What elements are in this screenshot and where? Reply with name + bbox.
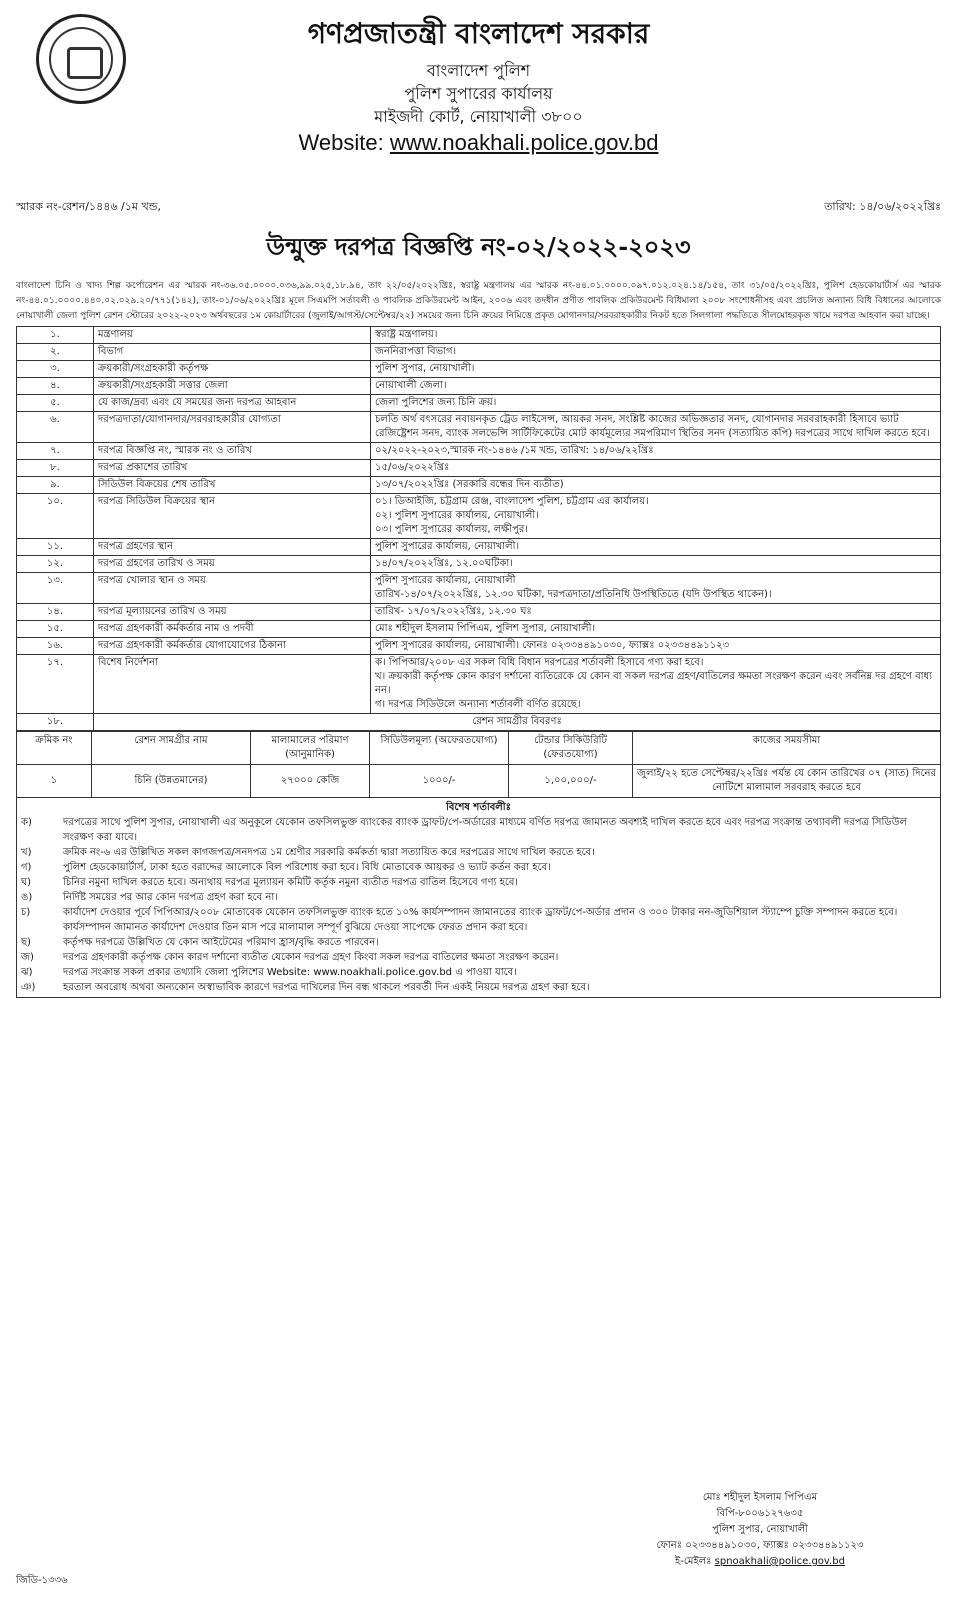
memo-number: স্মারক নং-রেশন/১৪৪৬ /১ম খন্ড,: [16, 200, 161, 213]
spec-value-line: ০১। ডিআইজি, চট্টগ্রাম রেঞ্জ, বাংলাদেশ পুলিশ, চট্টগ্রাম এর কার্যালয়।: [375, 496, 649, 507]
spec-value-line: মোঃ শহীদুল ইসলাম পিপিএম, পুলিশ সুপার, নোয়াখালী।: [375, 623, 596, 634]
dept-line: বাংলাদেশ পুলিশ: [426, 61, 531, 80]
condition-item: [21, 905, 936, 935]
intro-paragraph: বাংলাদেশ চিনি ও খাদ্য শিল্প কর্পোরেশন এর স্মারক নং-৩৬.০৫.০০০০.০৩৬,৯৯.০২৫,১৮.৯৪, তাং ২২/০৫/২০২২খ্রিঃ, স্বরাষ্ট্র মন্ত্রণালয় এর স্মারক নং-৪৪.০১.০০০০.০৯৭.০১২.০২৪.১৪/১৫৪, তাং ৩১/০৫/২০২২খ্রিঃ, পুলিশ হেডকোয়ার্টার্স এর স্মারক নং-৪৪.০১.০০০০.৪৪০.০২.০২৯.২০/৭৭১(১৪২), তাং-০১/০৬/২০২২খ্রিঃ মূলে সিএমপি সর্তাবলী ও পাবলিক প্রকিউরমেন্ট আইন, ২০০৬ এবং তদধীন প্রণীত পাবলিক প্রকিউরমেন্ট বিধিমালা ২০০৮ সংশোধনীসহ এবং প্রচলিত অন্যান্য বিধি বিধানের আলোকে নোয়াখালী জেলা পুলিশ রেশন স্টোরের ২০২২-২০২৩ অর্থবছরের ১ম কোয়ার্টারের (জুলাই/আগস্ট/সেপ্টেম্বর/২২) সময়ের জন্য চিনি ক্রয়ের নিমিত্তে প্রকৃত মোগানদার/সরবরাহকারীর নিকট হতে সিলগালা পদ্ধতিতে সীলমোহরকৃত খামে দরপত্র আহবান করা যাচ্ছে।: [16, 281, 941, 321]
spec-serial: ৬.: [17, 412, 94, 443]
spec-value: [371, 361, 941, 378]
spec-value: [371, 494, 941, 539]
spec-field: দরপত্র গ্রহণের তারিখ ও সময়: [94, 556, 371, 573]
condition-item: [21, 815, 936, 845]
govt-title: গণপ্রজাতন্ত্রী বাংলাদেশ সরকার: [307, 17, 650, 50]
item-schedule-price: ১০০০/-: [370, 765, 509, 798]
spec-field: বিশেষ নির্দেশনা: [94, 655, 371, 714]
spec-value: [371, 621, 941, 638]
spec-value-line: পুলিশ সুপার, নোয়াখালী।: [375, 363, 475, 374]
spec-row: [17, 412, 941, 443]
signer-email-line: [610, 1554, 910, 1570]
signature-block: [610, 1490, 910, 1570]
spec-value-line: চলতি অর্থ বৎসরের নবায়নকৃত ট্রেড লাইসেন্স, আয়কর সনদ, সংশ্লিষ্ট কাজের অভিজ্ঞতার সনদ, যোগানদার সরবরাহকারী হিসাবে ভ্যাট রেজিষ্ট্রেশন সনদ, ব্যাংক সলভেন্সি সার্টিফিকেটের মোট কার্যমূল্যের সমপরিমাণ স্থিতির সনদ (সত্যায়িত কপি) দরপত্রের সাথে দাখিল করতে হবে।: [375, 414, 930, 439]
spec-value-line: ১৫/০৬/২০২২খ্রিঃ: [375, 462, 450, 473]
spec-serial: ৫.: [17, 395, 94, 412]
spec-value: [371, 327, 941, 344]
item-serial: ১: [17, 765, 92, 798]
spec-value-line: নোয়াখালী জেলা।: [375, 380, 447, 391]
spec-row: [17, 344, 941, 361]
condition-marker: চ): [21, 907, 31, 918]
signer-phone: ফোনঃ ০২৩৩৪৪৯১০৩০, ফ্যাক্সঃ ০২৩৩৪৪৯১১২৩: [656, 1540, 864, 1551]
spec-row: [17, 556, 941, 573]
col-security: টেন্ডার সিকিউরিটি (ফেরতযোগ্য): [509, 732, 633, 765]
spec-field: দরপত্র মূল্যায়নের তারিখ ও সময়: [94, 604, 371, 621]
spec-row-18: [17, 714, 941, 731]
spec-value-line: তারিখ- ১৭/০৭/২০২২খ্রিঃ, ১২.৩০ ঘঃ: [375, 606, 532, 617]
condition-marker: ছ): [21, 937, 31, 948]
spec-row: [17, 443, 941, 460]
spec-field: দরপত্র সিডিউল বিক্রয়ের স্থান: [94, 494, 371, 539]
spec-value: [371, 573, 941, 604]
condition-text: ক্রমিক নং-৬ এর উল্লিখিত সকল কাগজপত্র/সনদপত্র ১ম শ্রেণীর সরকারি কর্মকর্তা দ্বারা সত্যায়িত করে দরপত্রের সাথে দাখিল করতে হবে।: [63, 847, 595, 858]
spec-value-line: ১৩/০৭/২০২২খ্রিঃ (সরকারি বন্ধের দিন ব্যতীত): [375, 479, 564, 490]
spec-row: [17, 494, 941, 539]
condition-text: পুলিশ হেডকোয়ার্টার্স, ঢাকা হতে বরাদ্দের আলোকে বিল পরিশোধ করা হবে। বিধি মোতাবেক আয়কর ও ভ্যাট কর্তন করা হবে।: [63, 862, 551, 873]
spec-row: [17, 655, 941, 714]
condition-text: কার্যাদেশ দেওয়ার পূর্বে পিপিআর/২০০৮ মোতাবেক যেকোন তফসিলভুক্ত ব্যাংক হতে ১০% কার্যসম্পাদন জামানতের ব্যাংক ড্রাফট/পে-অর্ডার প্রদান ও ৩০০ টাকার নন-জুডিশিয়াল স্ট্যাম্পে চুক্তি সম্পাদন করতে হবে। কার্যসম্পাদন জামানত কার্যাদেশ দেওয়ার তিন মাস পরে মালামাল সম্পূর্ণ বুঝিয়ে দেওয়া সাপেক্ষে ফেরত প্রদান করা হবে।: [63, 907, 898, 933]
spec-serial: ৪.: [17, 378, 94, 395]
col-quantity: মালামালের পরিমাণ (আনুমানিক): [251, 732, 370, 765]
spec-serial: ১৩.: [17, 573, 94, 604]
condition-item: [21, 980, 936, 995]
signer-designation: পুলিশ সুপার, নোয়াখালী: [712, 1524, 808, 1535]
spec-value: [371, 460, 941, 477]
spec-value: [371, 477, 941, 494]
condition-marker: গ): [21, 862, 32, 873]
spec-serial: ১১.: [17, 539, 94, 556]
condition-item: [21, 875, 936, 890]
spec-value-line: তারিখ-১৪/০৭/২০২২খ্রিঃ, ১২.৩০ ঘটিকা, দরপত্রদাতা/প্রতিনিধি উপস্থিতিতে (যদি উপস্থিত থাকেন)।: [375, 589, 772, 600]
spec-value: [371, 378, 941, 395]
condition-item: [21, 860, 936, 875]
condition-item: [21, 935, 936, 950]
condition-marker: ঞ): [21, 982, 36, 993]
website-link[interactable]: www.noakhali.police.gov.bd: [389, 130, 659, 155]
notice-title: উন্মুক্ত দরপত্র বিজ্ঞপ্তি নং-০২/২০২২-২০২৩: [266, 232, 691, 261]
spec-value-line: পুলিশ সুপারের কার্যালয়, নোয়াখালী: [375, 575, 516, 586]
spec-serial: ১৬.: [17, 638, 94, 655]
item-quantity: ২৭০০০ কেজি: [251, 765, 370, 798]
spec-serial: ৭.: [17, 443, 94, 460]
condition-marker: ঘ): [21, 877, 32, 888]
spec-value: [371, 655, 941, 714]
col-item: রেশন সামগ্রীর নাম: [92, 732, 251, 765]
ration-item-table: [16, 731, 941, 798]
condition-text: দরপত্রের সাথে পুলিশ সুপার, নোয়াখালী এর অনুকূলে যেকোন তফসিলভুক্ত ব্যাংকের ব্যাংক ড্রাফট/পে-অর্ডারের মাধ্যমে বর্ণিত দরপত্র জামানত অবশ্যই দাখিল করতে হবে এবং দরপত্র সংক্রান্ত তথ্যাবলী দরপত্র সিডিউল সংরক্ষণ করা যাবে।: [63, 817, 907, 843]
spec-value: [371, 344, 941, 361]
item-timeline: জুলাই/২২ হতে সেপ্টেম্বর/২২খ্রিঃ পর্যন্ত যে কোন তারিখের ০৭ (সাত) দিনের নোটিশে মালামাল সরবরাহ করতে হবে: [633, 765, 941, 798]
tender-spec-table: [16, 326, 941, 731]
spec-serial: ১৭.: [17, 655, 94, 714]
spec-field: ক্রয়কারী/সংগ্রহকারী সত্তার জেলা: [94, 378, 371, 395]
email-link[interactable]: spnoakhali@police.gov.bd: [714, 1556, 845, 1567]
spec-serial: ৩.: [17, 361, 94, 378]
spec-value: [371, 539, 941, 556]
spec-value-line: পুলিশ সুপারের কার্যালয়, নোয়াখালী। ফোনঃ ০২৩৩৪৪৯১০৩০, ফ্যাক্সঃ ০২৩৩৪৪৯১১২৩: [375, 640, 730, 651]
spec-field: দরপত্র গ্রহণকারী কর্মকর্তার যোগাযোগের ঠিকানা: [94, 638, 371, 655]
spec-field: দরপত্র খোলার স্থান ও সময়: [94, 573, 371, 604]
spec-serial: ২.: [17, 344, 94, 361]
spec-field: যে কাজ/দ্রব্য এবং যে সময়ের জন্য দরপত্র আহবান: [94, 395, 371, 412]
spec-row: [17, 621, 941, 638]
condition-text: দরপত্র সংক্রান্ত সকল প্রকার তথ্যাদি জেলা পুলিশের Website: www.noakhali.police.gov.bd এ পাওয়া যাবে।: [63, 967, 517, 978]
condition-marker: খ): [21, 847, 32, 858]
item-name: চিনি (উন্নতমানের): [92, 765, 251, 798]
conditions-heading: বিশেষ শর্তাবলীঃ: [446, 802, 511, 813]
item-row: [17, 765, 941, 798]
condition-marker: ঙ): [21, 892, 33, 903]
spec-field: বিভাগ: [94, 344, 371, 361]
signer-bp: বিপি-৮০০৬১২৭৬৩৫: [716, 1508, 804, 1519]
spec-field: দরপত্র গ্রহণের স্থান: [94, 539, 371, 556]
spec-serial: ৮.: [17, 460, 94, 477]
special-conditions: [16, 798, 941, 998]
item-security: ১,০০,০০০/-: [509, 765, 633, 798]
email-label: ই-মেইলঃ: [675, 1556, 712, 1567]
spec-serial: ১০.: [17, 494, 94, 539]
condition-marker: ঝ): [21, 967, 33, 978]
spec-row: [17, 327, 941, 344]
spec-row: [17, 604, 941, 621]
spec-field: সিডিউল বিক্রয়ের শেষ তারিখ: [94, 477, 371, 494]
spec-value-line: খ। ক্রয়কারী কর্তৃপক্ষ কোন কারণ দর্শানো ব্যতিরেকে যে কোন বা সকল দরপত্র গ্রহণ/বাতিলের ক্ষমতা সংরক্ষণ করেন এবং সর্বনিম্ন দর গ্রহণে বাধ্য নন।: [375, 671, 933, 696]
spec-value-line: ক। পিপিআর/২০০৮ এর সকল বিধি বিধান দরপত্রের শর্তাবলী হিসাবে গণ্য করা হবে।: [375, 657, 704, 668]
signer-name: মোঃ শহীদুল ইসলাম পিপিএম: [702, 1492, 818, 1503]
col-timeline: কাজের সময়সীমা: [633, 732, 941, 765]
spec-row: [17, 477, 941, 494]
spec-field: ক্রয়কারী/সংগ্রহকারী কর্তৃপক্ষ: [94, 361, 371, 378]
spec-value-line: ০২/২০২২-২০২৩,স্মারক নং-১৪৪৬ /১ম খন্ড, তারিখ: ১৪/০৬/২২খ্রিঃ: [375, 445, 654, 456]
spec-serial: ১৫.: [17, 621, 94, 638]
spec-row: [17, 573, 941, 604]
spec-field: দরপত্র বিজ্ঞপ্তি নং, স্মারক নং ও তারিখ: [94, 443, 371, 460]
condition-item: [21, 890, 936, 905]
spec-serial: ১২.: [17, 556, 94, 573]
spec-value-line: পুলিশ সুপারের কার্যালয়, নোয়াখালী।: [375, 541, 520, 552]
condition-text: দরপত্র গ্রহণকারী কর্তৃপক্ষ কোন কারণ দর্শানো ব্যতীত যেকোন দরপত্র গ্রহণ কিংবা সকল দরপত্র বাতিলের ক্ষমতা সংরক্ষণ করেন।: [63, 952, 559, 963]
condition-item: [21, 965, 936, 980]
condition-marker: ক): [21, 817, 32, 828]
spec-value-line: ০৩। পুলিশ সুপারের কার্যালয়, লক্ষীপুর।: [375, 524, 528, 535]
spec-serial: ১৮.: [17, 714, 94, 731]
address-line: মাইজদী কোর্ট, নোয়াখালী ৩৮০০: [374, 107, 583, 126]
spec-row: [17, 378, 941, 395]
spec-value: [371, 395, 941, 412]
condition-item: [21, 950, 936, 965]
spec-value-line: ০২। পুলিশ সুপারের কার্যালয়, নোয়াখালী।: [375, 510, 539, 521]
spec-serial: ১.: [17, 327, 94, 344]
spec-serial: ১৪.: [17, 604, 94, 621]
spec-value: [371, 556, 941, 573]
spec-row: [17, 638, 941, 655]
spec-value: [371, 412, 941, 443]
spec-value-line: জেলা পুলিশের জন্য চিনি ক্রয়।: [375, 397, 497, 408]
memo-date: তারিখ: ১৪/০৬/২০২২খ্রিঃ: [824, 200, 941, 213]
gd-number: জিডি-১৩৩৬: [16, 1575, 68, 1586]
spec-field: দরপত্র গ্রহণকারী কর্মকর্তার নাম ও পদবী: [94, 621, 371, 638]
spec-value-line: গ। দরপত্র সিডিউলে অন্যান্য শর্তাবলী বর্ণিত রয়েছে।: [375, 699, 581, 710]
letterhead: [16, 12, 941, 194]
office-line: পুলিশ সুপারের কার্যালয়: [404, 84, 553, 103]
spec-row: [17, 460, 941, 477]
spec-field: মন্ত্রণালয়: [94, 327, 371, 344]
condition-text: নির্দিষ্ট সময়ের পর আর কোন দরপত্র গ্রহণ করা হবে না।: [63, 892, 278, 903]
condition-text: চিনির নমুনা দাখিল করতে হবে। অন্যথায় দরপত্র মূল্যায়ন কমিটি কর্তৃক নমুনা ব্যতীত দরপত্র বাতিল হিসেবে গণ্য হবে।: [63, 877, 518, 888]
police-seal-icon: [36, 14, 126, 104]
spec-value-line: স্বরাষ্ট্র মন্ত্রণালয়।: [375, 329, 438, 340]
col-serial: ক্রমিক নং: [17, 732, 92, 765]
condition-text: কর্তৃপক্ষ দরপত্রে উল্লিখিত যে কোন আইটেমের পরিমাণ হ্রাস/বৃদ্ধি করতে পারবেন।: [63, 937, 379, 948]
spec-value-line: ১৪/০৭/২০২২খ্রিঃ, ১২.০০ঘটিকা।: [375, 558, 513, 569]
memo-line: [16, 198, 941, 217]
spec-field: দরপত্রদাতা/যোগানদার/সরবরাহকারীর যোগ্যতা: [94, 412, 371, 443]
condition-item: [21, 845, 936, 860]
item-header-row: [17, 732, 941, 765]
condition-marker: জ): [21, 952, 34, 963]
spec-value: [371, 638, 941, 655]
spec-value: [371, 443, 941, 460]
spec-value: [371, 604, 941, 621]
website-label: Website:: [298, 130, 384, 155]
col-schedule-price: সিডিউলমূল্য (অফেরতযোগ্য): [370, 732, 509, 765]
spec-field: দরপত্র প্রকাশের তারিখ: [94, 460, 371, 477]
website-line: [16, 130, 941, 156]
spec-serial: ৯.: [17, 477, 94, 494]
condition-text: হরতাল অবরোধ অথবা অন্যকোন অস্বাভাবিক কারণে দরপত্র দাখিলের দিন বন্ধ থাকলে পরবর্তী দিন একই নিয়মে দরপত্র গ্রহণ করা হবে।: [63, 982, 590, 993]
spec-row: [17, 361, 941, 378]
spec-value-line: জননিরাপত্তা বিভাগ।: [375, 346, 457, 357]
ration-caption: রেশন সামগ্রীর বিবরণঃ: [94, 714, 941, 731]
spec-row: [17, 395, 941, 412]
spec-row: [17, 539, 941, 556]
